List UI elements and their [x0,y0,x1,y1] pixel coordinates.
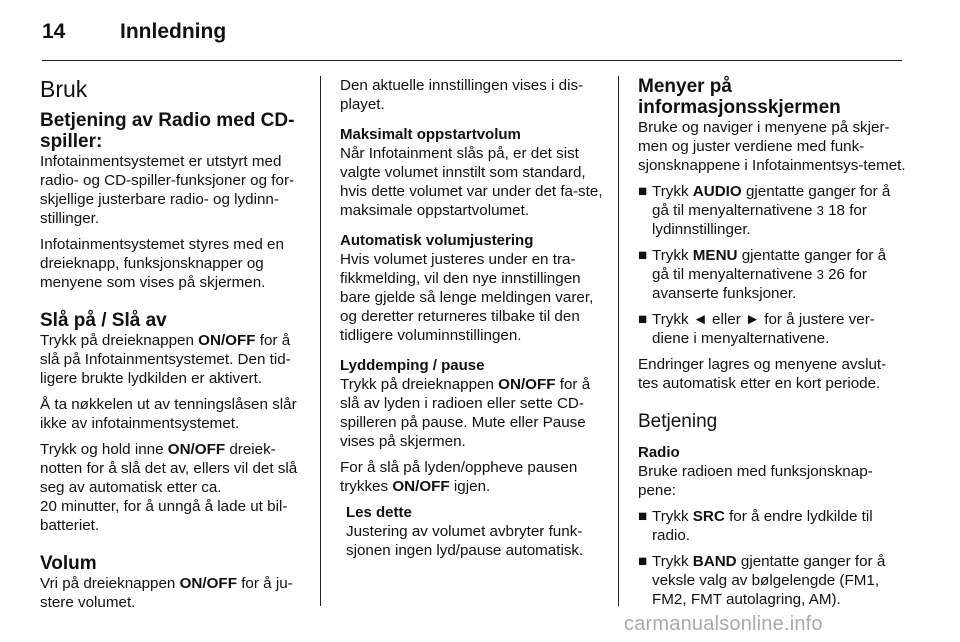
heading-radio: Radio [638,444,680,461]
page-ref-icon: 3 [816,203,824,218]
paragraph: Endringer lagres og menyene avslut-tes automatisk etter en kort periode. [638,356,887,392]
column-divider-1 [320,76,321,606]
paragraph [340,375,610,451]
text: Trykk [652,553,693,570]
paragraph: 20 minutter, for å unngå å lade ut bil-batteriet. [40,498,288,534]
text: Trykk og hold inne [40,441,168,458]
page-number: 14 [42,20,66,43]
paragraph: Den aktuelle innstillingen vises i dis-playet. [340,77,584,113]
paragraph [40,574,312,612]
text: Trykk [652,311,693,328]
text: for å justere ver-diene i menyalternativene. [652,311,875,347]
text: For å slå på lyden/oppheve pausen trykkes [340,459,578,495]
key-label: ON/OFF [198,332,256,349]
column-2 [340,76,610,567]
note-box [340,503,610,560]
list-item [638,246,906,303]
text: for å endre lydkilde til radio. [652,508,873,544]
chapter-title: Innledning [120,20,227,43]
right-arrow-icon: ► [744,311,761,328]
paragraph: Å ta nøkkelen ut av tenningslåsen slår ikke av infotainmentsystemet. [40,396,297,432]
list-item-text [652,182,906,239]
list-item-text [652,310,906,348]
text: 18 for lydinnstillinger. [652,202,867,238]
watermark: carmanualsonline.info [624,613,823,635]
paragraph: Hvis volumet justeres under en tra-fikkmelding, vil den nye innstillingen bare gjelde så lenge meldingen varer, og deretter returneres tilbake til den tidligere voluminnstillingen. [340,251,594,344]
heading-sla-pa-av: Slå på / Slå av [40,310,167,331]
paragraph [340,458,610,496]
text: gjentatte ganger for å gå til menyalternativene [652,183,891,219]
text: Trykk [652,508,693,525]
column-3 [638,76,906,616]
paragraph: Bruke radioen med funksjonsknap-pene: [638,463,873,499]
header-divider [42,60,902,61]
list-item [638,507,906,545]
heading-maksimalt-oppstartvolum: Maksimalt oppstartvolum [340,126,521,143]
text: Trykk [652,183,693,200]
heading-automatisk-volumjustering: Automatisk volumjustering [340,232,534,249]
spacer [40,299,312,310]
note-heading: Les dette [346,504,412,521]
spacer [638,400,906,411]
text: gjentatte ganger for å veksle valg av bølgelengde (FM1, FM2, FMT autolagring, AM). [652,553,886,608]
paragraph [40,331,312,388]
list-item-text [652,552,906,609]
key-label: SRC [692,508,725,525]
bullet-icon: ■ [638,553,648,570]
text: Vri på dreieknappen [40,575,180,592]
text: for å slå av lyden i radioen eller sette CD-spilleren på pause. Mute eller Pause vises på skjermen. [340,376,591,450]
heading-betjening-radio: Betjening av Radio med CD-spiller: [40,110,295,152]
text: Trykk på dreieknappen [340,376,499,393]
list-item-text [652,507,906,545]
key-label: ON/OFF [392,478,450,495]
text: eller [707,311,745,328]
text: 26 for avanserte funksjoner. [652,266,867,302]
text: Trykk på dreieknappen [40,332,199,349]
text: for å slå på Infotainmentsystemet. Den tid-ligere brukte lydkilden er aktivert. [40,332,291,387]
paragraph: Når Infotainment slås på, er det sist valgte volumet innstilt som standard, hvis dette volumet var under det fa-ste, maksimale oppstartvolumet. [340,145,603,219]
key-label: ON/OFF [498,376,556,393]
column-divider-2 [618,76,619,606]
list-item-text [652,246,906,303]
spacer [40,542,312,553]
list-item [638,182,906,239]
page-ref-icon: 3 [816,267,824,282]
key-label: BAND [692,553,737,570]
column-1 [40,76,312,619]
text: igjen. [449,478,491,495]
key-label: AUDIO [692,183,742,200]
list-item [638,310,906,348]
key-label: ON/OFF [167,441,226,458]
key-label: ON/OFF [179,575,237,592]
heading-menyer: Menyer på informasjonsskjermen [638,76,841,118]
text: gjentatte ganger for å gå til menyalternativene [652,247,887,283]
bullet-icon: ■ [638,183,648,200]
section-title-bruk: Bruk [40,76,88,102]
heading-lyddemping-pause: Lyddemping / pause [340,357,485,374]
text: Trykk [652,247,693,264]
bullet-icon: ■ [638,247,648,264]
paragraph: Infotainmentsystemet er utstyrt med radio- og CD-spiller-funksjoner og for-skjellige justerbare radio- og lydinn-stillinger. [40,153,295,227]
note-text: Justering av volumet avbryter funk-sjonen ingen lyd/pause automatisk. [346,523,584,559]
left-arrow-icon: ◄ [692,311,708,328]
text: dreiek-notten for å slå det av, ellers vil det slå seg av automatisk etter ca. [40,441,298,496]
paragraph: Bruke og naviger i menyene på skjer-men og juster verdiene med funk-sjonsknappene i Infotainmentsys-temet. [638,119,906,174]
list-item [638,552,906,609]
bullet-icon: ■ [638,311,648,328]
page-header [42,18,918,48]
paragraph [40,440,312,497]
heading-betjening: Betjening [638,411,718,432]
text: for å ju-stere volumet. [40,575,293,611]
heading-volum: Volum [40,553,97,574]
paragraph: Infotainmentsystemet styres med en dreieknapp, funksjonsknapper og menyene som vises på skjermen. [40,236,284,291]
bullet-icon: ■ [638,508,648,525]
key-label: MENU [692,247,738,264]
